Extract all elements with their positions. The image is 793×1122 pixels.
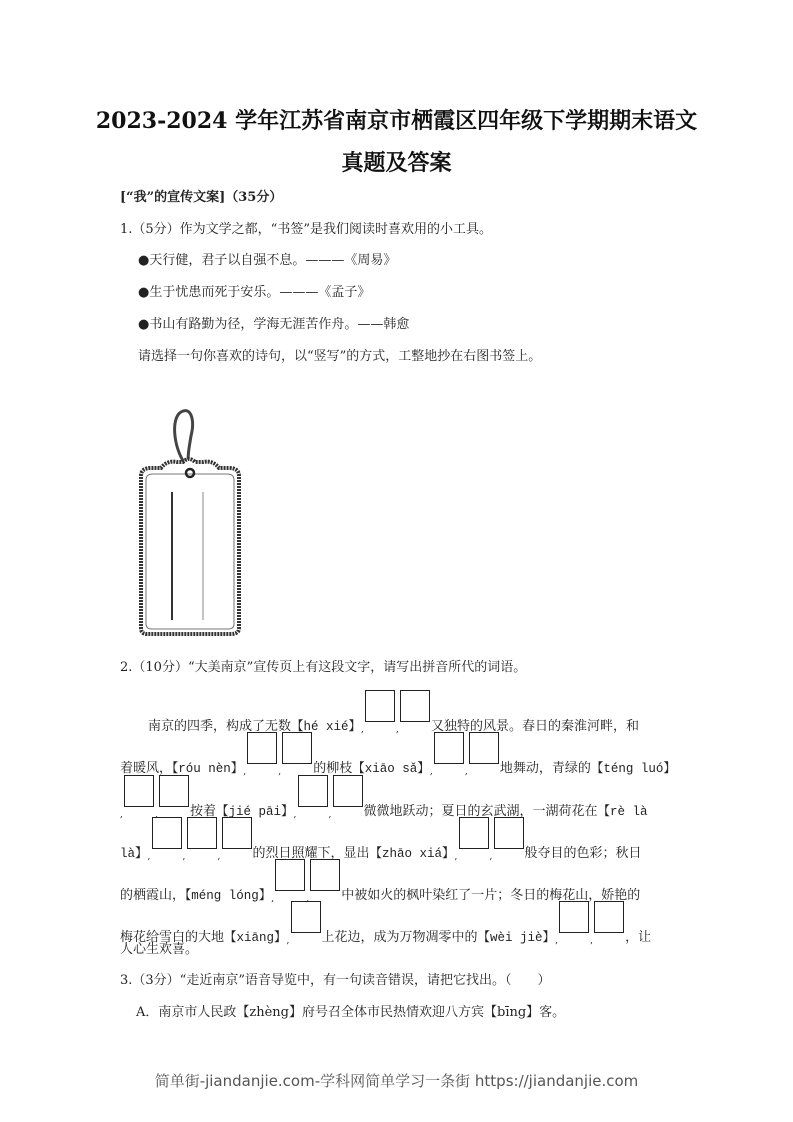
q2-passage-line-1: 南京的四季，构成了无数【hé xié】, , 又独特的风景。春日的秦淮河畔，和 [148,702,639,735]
answer-box[interactable] [247,732,277,764]
passage-text: ，让 [625,930,652,945]
pinyin-rela: 【rè là [597,805,648,819]
q3-option-a: A．南京市人民政【zhèng】府号召全体市民热情欢迎八方宾【bīng】客。 [136,1005,566,1020]
answer-box[interactable] [469,732,499,764]
answer-box[interactable] [298,775,328,807]
bookmark-icon [133,406,245,638]
answer-box[interactable] [275,859,305,891]
pinyin-tengluo: 【téng luó】 [590,762,676,776]
answer-box[interactable] [459,817,489,849]
passage-text: 的烈日照耀下，显出 [252,846,370,861]
document-title-line2: 真题及答案 [341,150,452,176]
passage-text: 上花边，成为万物凋零中的 [321,930,478,945]
answer-box[interactable] [187,817,217,849]
answer-box[interactable] [594,901,624,933]
passage-text: 的柳枝 [313,761,353,776]
pinyin-menglong: 【méng lóng】 [185,889,272,903]
pinyin-jiepai: 【jié pāi】 [216,805,294,819]
answer-box[interactable] [222,817,252,849]
answer-box[interactable] [159,775,189,807]
q2-passage-line-7: 人心生欢喜。 [120,942,199,957]
question-2-stem: 2.（10分）“大美南京”宣传页上有这段文字，请写出拼音所代的词语。 [120,660,527,675]
q2-passage-line-3: , , 按着【jié pāi】, , 微微地跃动；夏日的玄武湖，一湖荷花在【rè là [120,787,648,820]
pinyin-rounen: 【róu nèn】 [172,762,244,776]
passage-text: 又独特的风景。春日的秦淮河畔，和 [431,719,640,734]
pinyin-xiang: 【xiāng】 [224,931,287,945]
q2-passage-line-2: 着暖风，【róu nèn】, , 的柳枝【xiāo sǎ】, , 地舞动，青绿的【téng luó】 [120,744,676,777]
answer-box[interactable] [282,732,312,764]
pinyin-xiaosa: 【xiāo sǎ】 [352,762,430,776]
passage-text: 中被如火的枫叶染红了一片；冬日的梅花山，娇艳的 [341,888,641,903]
passage-text: 南京的四季，构成了无数 [148,719,292,734]
answer-box[interactable] [494,817,524,849]
q2-passage-line-5: 的栖霞山，【méng lóng】, , 中被如火的枫叶染红了一片；冬日的梅花山，娇艳的 [120,871,640,904]
q2-passage-line-4: là】, , , 的烈日照耀下，显出【zhāo xiá】, , 般夺目的色彩；秋日 [120,829,642,862]
answer-box[interactable] [310,859,340,891]
question-3-stem: 3.（3分）“走近南京”语音导览中，有一句读音错误，请把它找出。（ ） [120,973,551,988]
answer-box[interactable] [333,775,363,807]
question-1-stem: 1.（5分）作为文学之都，“书签”是我们阅读时喜欢用的小工具。 [120,222,492,237]
document-title-line1: 2023-2024 学年江苏省南京市栖霞区四年级下学期期末语文 [95,108,698,134]
passage-text: 般夺目的色彩；秋日 [524,846,642,861]
passage-text: 梅花给雪白的大地 [120,930,225,945]
q1-bullet-hanyu: ●书山有路勤为径，学海无涯苦作舟。——韩愈 [138,317,410,332]
q2-passage-line-6: 梅花给雪白的大地【xiāng】, 上花边，成为万物凋零中的【wèi jiè】, , ，让 [120,913,651,946]
answer-box[interactable] [124,775,154,807]
bookmark-illustration [133,406,245,638]
answer-box[interactable] [291,901,321,933]
answer-box[interactable] [365,690,395,722]
pinyin-weijie: 【wèi jiè】 [477,931,556,945]
pinyin-rela-end: là】 [120,847,148,861]
answer-box[interactable] [559,901,589,933]
passage-text: 的栖霞山， [120,888,186,903]
passage-text: 地舞动，青绿的 [499,761,591,776]
q1-bullet-mengzi: ●生于忧患而死于安乐。———《孟子》 [138,285,371,300]
passage-text: 微微地跃动；夏日的玄武湖，一湖荷花在 [363,804,598,819]
passage-text: 按着 [190,804,217,819]
watermark-footer: 简单街-jiandanjie.com-学科网简单学习一条街 https://jiandanjie.com [154,1072,639,1090]
q1-instruction: 请选择一句你喜欢的诗句，以“竖写”的方式，工整地抄在右图书签上。 [138,349,542,364]
answer-box[interactable] [152,817,182,849]
section-header: [“我”的宣传文案]（35分） [120,190,283,205]
answer-box[interactable] [400,690,430,722]
answer-box[interactable] [434,732,464,764]
pinyin-zhaoxia: 【zhāo xiá】 [369,847,455,861]
pinyin-hexie: 【hé xié】 [291,720,362,734]
passage-text: 着暖风， [120,761,173,776]
q1-bullet-zhouyi: ●天行健，君子以自强不息。———《周易》 [138,253,397,268]
